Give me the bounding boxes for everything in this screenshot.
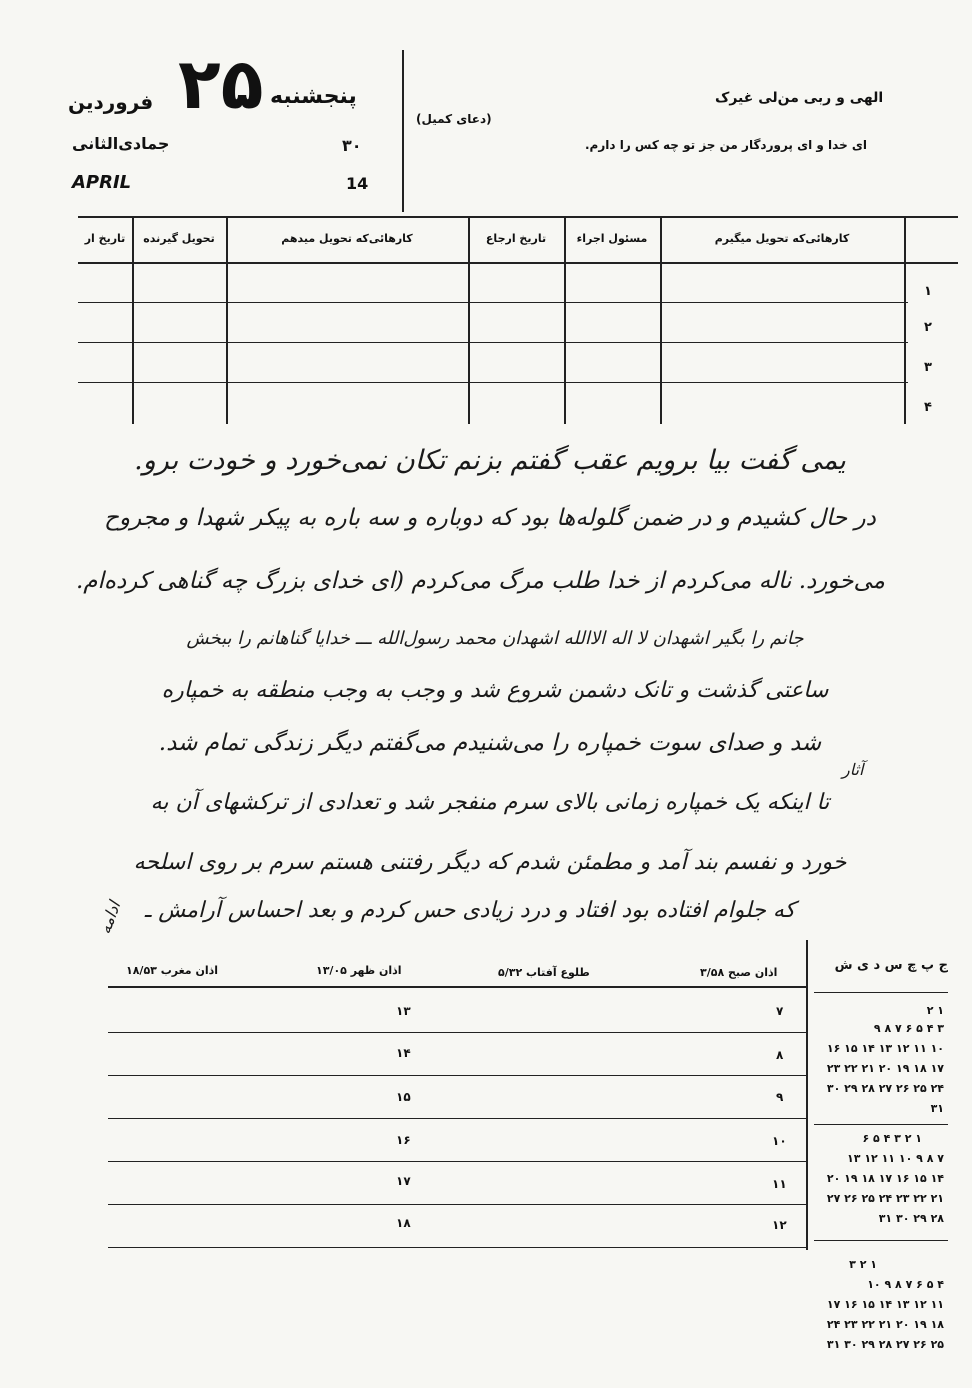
hour-8: ۸ xyxy=(776,1048,784,1062)
calendar-m3-row-1: ۱ ۲ ۳ xyxy=(849,1258,877,1271)
calendar-m2-row-1: ۱ ۲ ۳ ۴ ۵ ۶ xyxy=(862,1132,922,1145)
calendar-m3-row-4: ۱۸ ۱۹ ۲۰ ۲۱ ۲۲ ۲۳ ۲۴ xyxy=(826,1318,944,1331)
col-header-referral-date: تاریخ ارجاع xyxy=(485,232,547,245)
calendar-m3-row-5: ۲۵ ۲۶ ۲۷ ۲۸ ۲۹ ۳۰ ۳۱ xyxy=(826,1338,944,1351)
margin-note-2: آثار xyxy=(842,760,864,779)
calendar-m2-row-5: ۲۸ ۲۹ ۳۰ ۳۱ xyxy=(878,1212,944,1225)
calendar-m2-row-3: ۱۴ ۱۵ ۱۶ ۱۷ ۱۸ ۱۹ ۲۰ xyxy=(826,1172,944,1185)
weekday: پنجشنبه xyxy=(270,84,357,109)
row-number-2: ۲ xyxy=(924,320,932,335)
col-header-date: تاریخ ار xyxy=(84,232,126,245)
hand-line-1: یمی گفت بیا برویم عقب گفتم بزنم تکان نمی‌خورد و خودت برو. xyxy=(134,445,846,476)
calendar-m1-row-3: ۱۰ ۱۱ ۱۲ ۱۳ ۱۴ ۱۵ ۱۶ xyxy=(826,1042,944,1055)
hour-17: ۱۷ xyxy=(396,1174,411,1188)
calendar-m1-row-6: ۳۱ xyxy=(930,1102,944,1115)
prayer-translation: ای خدا و ای پروردگار من جز تو چه کس را دارم. xyxy=(585,138,868,152)
prayer-title: (دعای کمیل) xyxy=(416,112,492,126)
header-divider xyxy=(402,50,404,212)
hijri-day: ۳۰ xyxy=(342,136,362,155)
hour-10: ۱۰ xyxy=(772,1134,787,1148)
col-header-receiver: تحویل گیرنده xyxy=(143,232,215,245)
prayer-fajr: اذان صبح ۳/۵۸ xyxy=(700,966,778,979)
hour-13: ۱۳ xyxy=(396,1004,411,1018)
hand-line-6: شد و صدای سوت خمپاره را می‌شنیدم می‌گفتم دیگر زندگی تمام شد. xyxy=(158,730,822,756)
hand-line-3: می‌خورد. ناله می‌کردم از خدا طلب مرگ می‌کردم (ای خدای بزرگ چه گناهی کرده‌ام. xyxy=(76,568,885,594)
col-header-delivered: کارهائی‌که تحویل میدهم xyxy=(281,232,413,245)
hour-16: ۱۶ xyxy=(396,1133,411,1147)
hour-12: ۱۲ xyxy=(772,1218,787,1232)
hand-line-5: ساعتی گذشت و تانک دشمن شروع شد و وجب به وجب منطقه به خمپاره xyxy=(161,678,829,703)
greg-day: 14 xyxy=(346,174,369,193)
hand-line-9: که جلوام افتاده بود افتاد و درد زیادی حس کردم و بعد احساس آرامش ـ xyxy=(144,898,796,923)
margin-note: ادامه xyxy=(95,898,125,937)
calendar-m1-row-5: ۲۴ ۲۵ ۲۶ ۲۷ ۲۸ ۲۹ ۳۰ xyxy=(826,1082,944,1095)
calendar-m2-row-2: ۷ ۸ ۹ ۱۰ ۱۱ ۱۲ ۱۳ xyxy=(847,1152,944,1165)
row-number-1: ۱ xyxy=(924,284,932,299)
calendar-m1-row-4: ۱۷ ۱۸ ۱۹ ۲۰ ۲۱ ۲۲ ۲۳ xyxy=(826,1062,944,1075)
hour-7: ۷ xyxy=(776,1004,784,1018)
prayer-sunrise: طلوع آفتاب ۵/۳۲ xyxy=(498,966,590,979)
hand-line-4: جانم را بگیر اشهدان لا اله الاالله اشهدان محمد رسول‌الله ـــ خدایا گناهانم را ببخش xyxy=(186,628,804,649)
hand-line-7: تا اینکه یک خمپاره زمانی بالای سرم منفجر شد و تعدادی از ترکشهای آن به xyxy=(150,790,830,815)
hour-9: ۹ xyxy=(776,1090,784,1104)
row-number-4: ۴ xyxy=(924,400,932,415)
calendar-m3-row-3: ۱۱ ۱۲ ۱۳ ۱۴ ۱۵ ۱۶ ۱۷ xyxy=(826,1298,944,1311)
hijri-month: جمادی‌الثانی xyxy=(72,134,170,153)
day-number: ۲۵ xyxy=(178,43,264,125)
hand-line-8: خورد و نفسم بند آمد و مطمئن شدم که دیگر رفتنی هستم سرم بر روی اسلحه xyxy=(133,850,847,875)
calendar-m3-row-2: ۴ ۵ ۶ ۷ ۸ ۹ ۱۰ xyxy=(867,1278,944,1291)
greg-month: APRIL xyxy=(72,172,132,193)
col-header-received: کارهائی‌که تحویل میگیرم xyxy=(714,232,850,245)
hour-11: ۱۱ xyxy=(772,1177,787,1191)
calendar-m1-row-1: ۱ ۲ xyxy=(926,1004,944,1017)
prayer-arabic: الهی و ربی من‌لی غیرک xyxy=(715,90,884,106)
calendar-weekday-header: ج پ چ س د ی ش xyxy=(834,958,948,973)
month-name: فروردین xyxy=(68,90,154,114)
calendar-m1-row-2: ۳ ۴ ۵ ۶ ۷ ۸ ۹ xyxy=(873,1022,944,1035)
calendar-m2-row-4: ۲۱ ۲۲ ۲۳ ۲۴ ۲۵ ۲۶ ۲۷ xyxy=(826,1192,944,1205)
hour-14: ۱۴ xyxy=(396,1046,411,1060)
hour-15: ۱۵ xyxy=(396,1090,411,1104)
hour-18: ۱۸ xyxy=(396,1216,411,1230)
prayer-maghrib: اذان مغرب ۱۸/۵۳ xyxy=(126,964,219,977)
row-number-3: ۳ xyxy=(924,360,932,375)
col-header-executor: مسئول اجراء xyxy=(576,232,648,245)
prayer-dhuhr: اذان ظهر ۱۳/۰۵ xyxy=(316,964,402,977)
hand-line-2: در حال کشیدم و در ضمن گلوله‌ها بود که دوباره و سه باره به پیکر شهدا و مجروح xyxy=(104,505,876,531)
